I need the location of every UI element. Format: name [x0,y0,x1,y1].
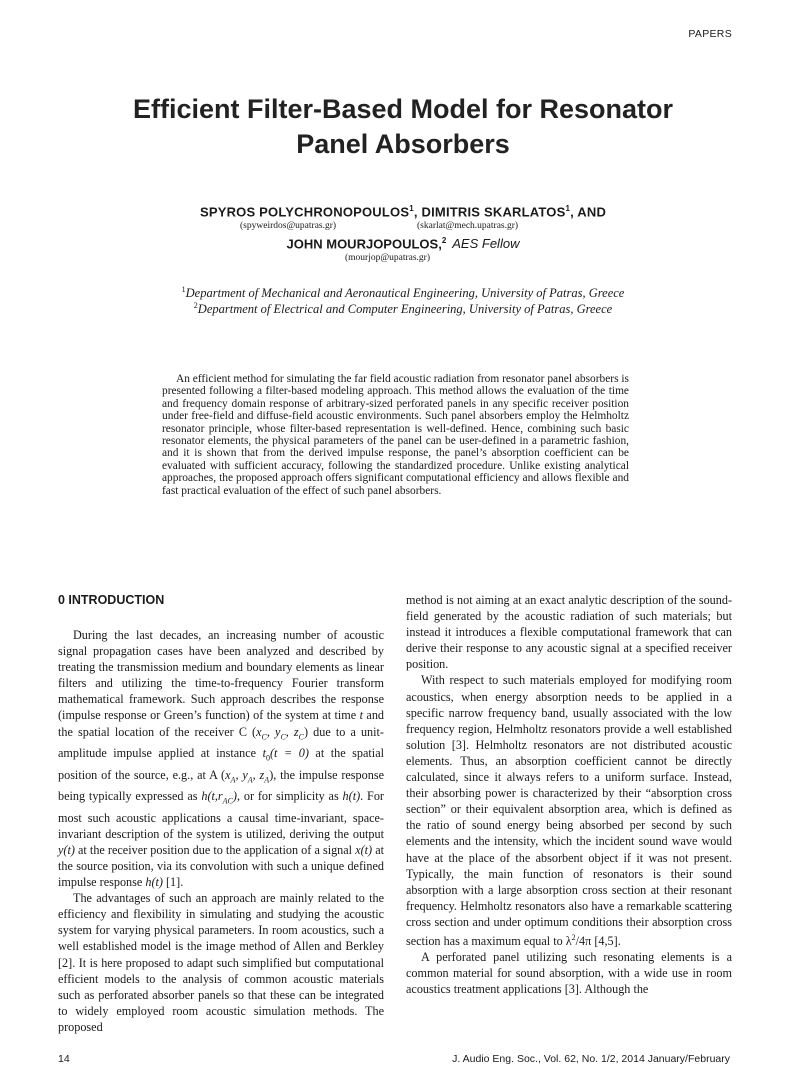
title-line-2: Panel Absorbers [296,129,510,159]
aes-fellow-label: AES Fellow [452,236,520,252]
author-and: , AND [570,204,607,220]
intro-paragraph-2: The advantages of such an approach are mainly related to the efficiency and flexibility in simulating and studying the acoustic system for varying physical parameters. In room acoustics, such a well established model is the image method of Allen and Berkley [2]. It is here proposed to adapt such simplified but computational efficient models to the analysis of common acoustic materials such as perforated absorber panels so that these can be integrated to widely employed room acoustic simulation methods. The proposed [58,891,384,1034]
paper-title [60,92,746,162]
author-sup-3: 2 [441,236,447,245]
intro-paragraph-1: During the last decades, an increasing number of acoustic signal propagation cases have been analyzed and described by treating the transmission medium and boundary elements as linear filters and utilizing the time-to-frequency Fourier transform mathematical framework. Such approach describes the response (impulse response or Green’s function) of the system at time t and the spatial location of the receiver C ($x_C$, $y_C$, $z_C$) due to a unit-amplitude impulse applied at instance $t_0(t = 0)$ at the spatial position of the source, e.g., at A ($x_A$, $y_A$, $z_A$), the impulse response being typically expressed as $h(t,r_{AC})$, or for simplicity as h(t). For most such acoustic applications a causal time-invariant, space-invariant description of the system is utilized, deriving the output y(t) at the receiver position due to the application of a signal x(t) at the source position, via its convolution with such a unique defined impulse response h(t) [1]. [58,628,385,890]
author-name-2: , DIMITRIS SKARLATOS [413,204,566,220]
author-name-3: JOHN MOURJOPOULOS, [286,236,442,252]
affiliation-1 [0,285,806,301]
intro-paragraph-4: With respect to such materials employed for modifying room acoustics, when energy absorption needs to be applied in a specific narrow frequency band, usually associated with the low frequency region, Helmholtz resonators provide a well established solution [3]. Helmholtz resonators are not distributed acoustic elements. Thus, an absorption coefficient cannot be directly calculated, since it always refers to a uniform surface. Instead, their absorbing power is characterized by their “absorption cross section” or their equivalent absorption area, which is defined as the ratio of sound energy being absorbed per second by such elements and the intensity, which the incident sound wave would have at the place of the absorbent object if it was not present. Typically, the main function of resonators is their sound absorption with a large absorption cross section at their resonant frequency. Helmholtz resonators also have a remarkable scattering cross section and under optimum conditions their absorption cross section has a maximum equal to $\lambda^2/4\pi$ [4,5]. [406,673,732,949]
author-email-1: (spyweirdos@upatras.gr) [240,221,337,231]
section-label: PAPERS [688,28,732,40]
author-email-3: (mourjop@upatras.gr) [345,253,430,263]
journal-citation: J. Audio Eng. Soc., Vol. 62, No. 1/2, 2014 January/February [452,1053,730,1065]
abstract [162,373,629,497]
page-number: 14 [58,1053,70,1065]
section-heading: 0 INTRODUCTION [58,593,165,607]
left-column [58,592,384,1035]
intro-paragraph-5: A perforated panel utilizing such resonating elements is a common material for sound absorption, with a wide use in room acoustics treatment applications [3]. Although the [406,950,732,997]
author-email-2: (skarlat@mech.upatras.gr) [417,221,519,231]
author-sup-2: 1 [565,204,571,213]
author-line-1 [0,204,806,219]
intro-paragraph-3: method is not aiming at an exact analytic description of the sound-field generated by the acoustic radiation of such materials; but instead it introduces a flexible computational framework that can derive their response to any acoustic signal at a specified receiver position. [406,593,732,672]
author-line-2 [0,236,806,251]
author-sup-1: 1 [409,204,414,213]
abstract-text: An efficient method for simulating the far field acoustic radiation from resonator panel absorbers is presented following a filter-based modeling approach. This method allows the evaluation of the time and frequency domain response of arbitrary-sized perforated panels in any specific receiver position under free-field and diffuse-field acoustic environments. Such panel absorbers employ the Helmholtz resonator principle, whose filter-based representation is well-defined. Hence, combining such basic resonator elements, the physical parameters of the panel can be user-defined in a parametric fashion, and it is shown that from the derived impulse response, the panel’s absorption coefficient can be evaluated with sufficient accuracy, following the standardized procedure. Unlike existing analytical approaches, the proposed approach offers significant computational efficiency and allows flexible and fast practical evaluation of the effect of such panel absorbers. [162,373,629,497]
affiliation-2 [0,301,806,317]
affiliation-text-2: Department of Electrical and Computer Engineering, University of Patras, Greece [197,302,613,317]
affiliation-text-1: Department of Mechanical and Aeronautical Engineering, University of Patras, Greece [185,286,625,301]
affiliation-sup-1: 1 [181,285,186,294]
affiliation-sup-2: 2 [193,301,198,310]
title-line-1: Efficient Filter-Based Model for Resonator [132,94,674,124]
right-column [406,592,732,997]
author-name-1: SPYROS POLYCHRONOPOULOS [199,204,410,220]
